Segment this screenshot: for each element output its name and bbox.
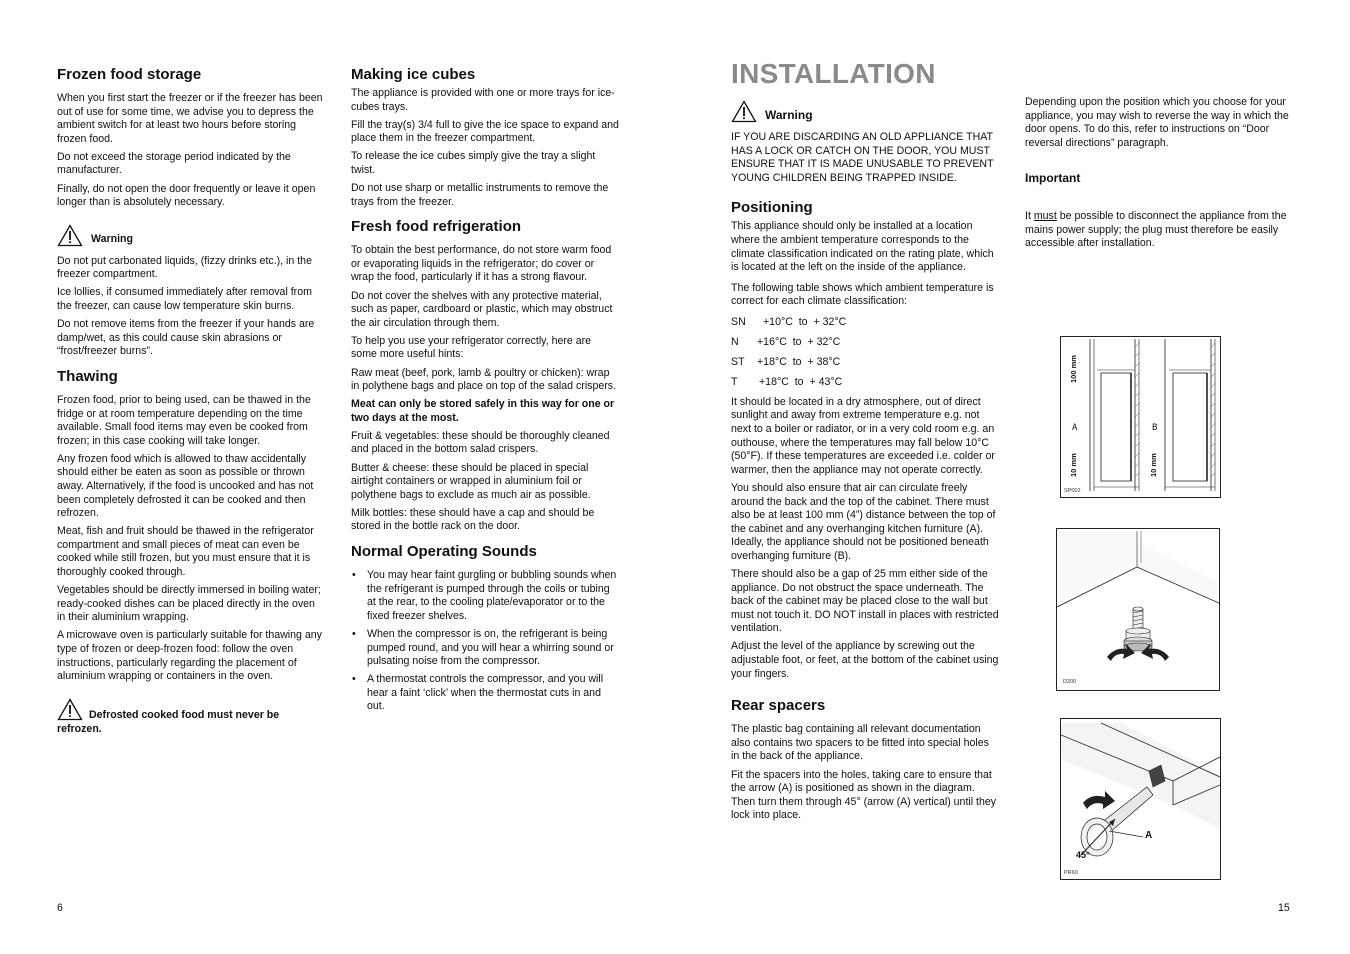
climate-range: +18°C to + 38°C [757, 355, 841, 368]
warning-heading [731, 100, 999, 123]
label-a: A [1072, 423, 1078, 433]
left-column-1 [57, 66, 323, 736]
climate-range: +18°C to + 43°C [759, 375, 843, 388]
door-reversal-text: Depending upon the position which you choose for your appliance, you may wish to reverse the way in which the door opens. To do this, refer to instructions on “Door reversal directions” paragraph. [1025, 96, 1289, 149]
paragraph: To help you use your refrigerator correctly, here are some more useful hints: [351, 334, 592, 361]
paragraph: Raw meat (beef, pork, lamb & poultry or chicken): wrap in polythene bags and place on top of the salad crispers. [351, 366, 617, 393]
clearance-diagram [1061, 337, 1220, 497]
right-column-1 [731, 100, 999, 827]
paragraph: Do not put carbonated liquids, (fizzy drinks etc.), in the freezer compartment. [57, 254, 312, 281]
paragraph: Fit the spacers into the holes, taking care to ensure that the arrow (A) is positioned as shown in the diagram. Then turn them through 45° (arrow (A) vertical) until they lock into place. [731, 768, 997, 822]
refreeze-warning-text: Defrosted cooked food must never be refrozen. [57, 708, 280, 735]
label-b: B [1152, 423, 1158, 433]
paragraph: To release the ice cubes simply give the tray a slight twist. [351, 150, 596, 176]
adjustable-foot-diagram [1057, 529, 1219, 690]
clearance-figure [1060, 336, 1221, 498]
important-heading: Important [1025, 171, 1081, 186]
dim-label-bottom-a: 10 mm [1069, 453, 1078, 477]
paragraph: Meat, fish and fruit should be thawed in the refrigerator compartment and small pieces of meat can even be cooked while still frozen, but you must ensure that it is thoroughly cooked through. [57, 525, 314, 579]
paragraph: Do not cover the shelves with any protective material, such as paper, cardboard or plastic, which may obstruct the air circulation through them. [351, 289, 613, 329]
paragraph: Fruit & vegetables: these should be thoroughly cleaned and placed in the bottom salad crispers. [351, 429, 610, 456]
paragraph: Vegetables should be directly immersed in boiling water; ready-cooked dishes can be placed directly in the oven in their aluminium wrapping. [57, 584, 321, 624]
list-item: • You may hear faint gurgling or bubbling sounds when the refrigerant is pumped through the coils or tubing at the rear, to the cooling plate/evaporator or to the fixed freezer shelves. [351, 569, 619, 623]
ice-cubes-heading: Making ice cubes [351, 66, 476, 83]
page-number-left: 6 [57, 902, 63, 914]
left-column-2 [351, 66, 619, 718]
paragraph: Fill the tray(s) 3/4 full to give the ice space to expand and place them in the freezer compartment. [351, 118, 619, 145]
sounds-heading: Normal Operating Sounds [351, 543, 537, 561]
important-text-pre: It [1025, 209, 1034, 222]
paragraph: You should also ensure that air can circulate freely around the back and the top of the cabinet. There must also be at least 100 mm (4”) distance between the top of the cabinet and any overhanging kitchen furniture (A). Ideally, the appliance should not be positioned beneath overhanging furniture (B). [731, 481, 996, 562]
climate-class: SN [731, 315, 746, 328]
paragraph: When you first start the freezer or if the freezer has been out of use for some time, we advise you to depress the ambient switch for at least two hours before storing frozen food. [57, 92, 323, 145]
paragraph: The appliance is provided with one or more trays for ice-cubes trays. [351, 87, 615, 113]
climate-row [731, 336, 999, 350]
installation-title: INSTALLATION [731, 58, 936, 89]
rear-spacer-figure [1060, 718, 1221, 880]
paragraph: Frozen food, prior to being used, can be thawed in the fridge or at room temperature depending on the time available. Small food items may even be cooked from frozen; in this case cooking will take longer. [57, 393, 311, 447]
adjustable-foot-figure [1056, 528, 1220, 691]
list-item: • A thermostat controls the compressor, and you will hear a faint ‘click’ when the thermostat cuts in and out. [351, 673, 619, 714]
paragraph: Adjust the level of the appliance by screwing out the adjustable foot, or feet, at the bottom of the cabinet using your fingers. [731, 640, 999, 680]
figure-code: SP002 [1064, 488, 1081, 494]
rear-spacers-heading: Rear spacers [731, 697, 826, 715]
dim-label-top: 100 mm [1069, 355, 1078, 383]
climate-class: N [731, 335, 739, 348]
important-text [1025, 210, 1297, 251]
spacer-label-a: A [1145, 830, 1153, 841]
page-number-right: 15 [1278, 902, 1290, 914]
paragraph-bold: Meat can only be stored safely in this way for one or two days at the most. [351, 398, 615, 424]
paragraph: This appliance should only be installed at a location where the ambient temperature corresponds to the climate classification indicated on the rating plate, which is located at the left on the inside of the appliance. [731, 220, 994, 274]
paragraph: The plastic bag containing all relevant documentation also contains two spacers to be fitted into special holes in the back of the appliance. [731, 723, 989, 763]
warning-heading [57, 224, 323, 247]
paragraph: To obtain the best performance, do not store warm food or evaporating liquids in the refrigerator; do cover or wrap the food, particularly if it has a strong flavour. [351, 244, 612, 284]
climate-range: +10°C to + 32°C [763, 315, 847, 328]
important-must: must [1033, 209, 1057, 222]
warning-label: Warning [91, 233, 133, 246]
list-item: • When the compressor is on, the refrigerant is being pumped round, and you will hear a whirring sound or pulsating noise from the compressor. [351, 628, 619, 669]
paragraph: Milk bottles: these should have a cap and should be stored in the bottle rack on the door. [351, 506, 595, 533]
paragraph: Finally, do not open the door frequently or leave it open longer than is absolutely necessary. [57, 182, 316, 209]
paragraph: Any frozen food which is allowed to thaw accidentally should either be eaten as soon as possible or thrown away. Alternatively, if the food is uncooked and has not been completely defrosted it can be cooked and then refrozen. [57, 452, 314, 520]
positioning-heading: Positioning [731, 199, 813, 217]
warning-label: Warning [765, 108, 813, 123]
climate-class: T [731, 375, 738, 388]
discard-warning-text: IF YOU ARE DISCARDING AN OLD APPLIANCE THAT HAS A LOCK OR CATCH ON THE DOOR, YOU MUST ENSURE THAT IT IS MADE UNUSABLE TO PREVENT YOUNG CHILDREN BEING TRAPPED INSIDE. [731, 131, 994, 184]
paragraph: There should also be a gap of 25 mm either side of the appliance. Do not obstruct the space underneath. The back of the cabinet may be placed close to the wall but must not touch it. DO NOT install in places with restricted ventilation. [731, 568, 999, 635]
climate-row [731, 376, 999, 390]
fresh-food-heading: Fresh food refrigeration [351, 218, 522, 236]
figure-code: PR60 [1064, 870, 1078, 876]
climate-table [731, 316, 999, 390]
climate-class: ST [731, 355, 745, 368]
warning-icon [57, 224, 83, 247]
paragraph: Do not use sharp or metallic instruments to remove the trays from the freezer. [351, 182, 609, 208]
right-column-2 [1025, 96, 1297, 255]
climate-row [731, 356, 999, 370]
dim-label-bottom-b: 10 mm [1149, 453, 1158, 477]
thawing-heading: Thawing [57, 367, 118, 385]
climate-row [731, 316, 999, 330]
refreeze-warning [57, 698, 323, 736]
paragraph: Do not exceed the storage period indicated by the manufacturer. [57, 150, 291, 177]
paragraph: Ice lollies, if consumed immediately after removal from the freezer, can cause low temperature skin burns. [57, 286, 312, 313]
warning-icon [57, 698, 83, 721]
paragraph: A microwave oven is particularly suitable for thawing any type of frozen or deep-frozen food: follow the oven instructions, particularly regarding the placement of aluminium wrapping or containers in the oven. [57, 629, 322, 683]
warning-icon [731, 100, 757, 123]
angle-label: 45° [1076, 850, 1090, 860]
frozen-food-heading: Frozen food storage [57, 66, 202, 83]
paragraph: It should be located in a dry atmosphere, out of direct sunlight and away from extreme temperature e.g. not next to a boiler or radiator, or in a very cold room e.g. an outhouse, where the temperatures may fall below 10°C (50°F). If these temperatures are exceeded i.e. colder or warmer, then the appliance may not operate correctly. [731, 395, 995, 476]
climate-range: +16°C to + 32°C [757, 335, 841, 348]
paragraph: The following table shows which ambient temperature is correct for each climate classification: [731, 281, 994, 308]
paragraph: Butter & cheese: these should be placed in special airtight containers or wrapped in aluminium foil or polythene bags to exclude as much air as possible. [351, 461, 591, 501]
figure-code: D200 [1063, 679, 1077, 685]
paragraph: Do not remove items from the freezer if your hands are damp/wet, as this could cause skin abrasions or “frost/freezer burns”. [57, 318, 315, 358]
sounds-list [351, 569, 619, 714]
important-text-post: be possible to disconnect the appliance from the mains power supply; the plug must therefore be easily accessible after installation. [1025, 209, 1287, 250]
